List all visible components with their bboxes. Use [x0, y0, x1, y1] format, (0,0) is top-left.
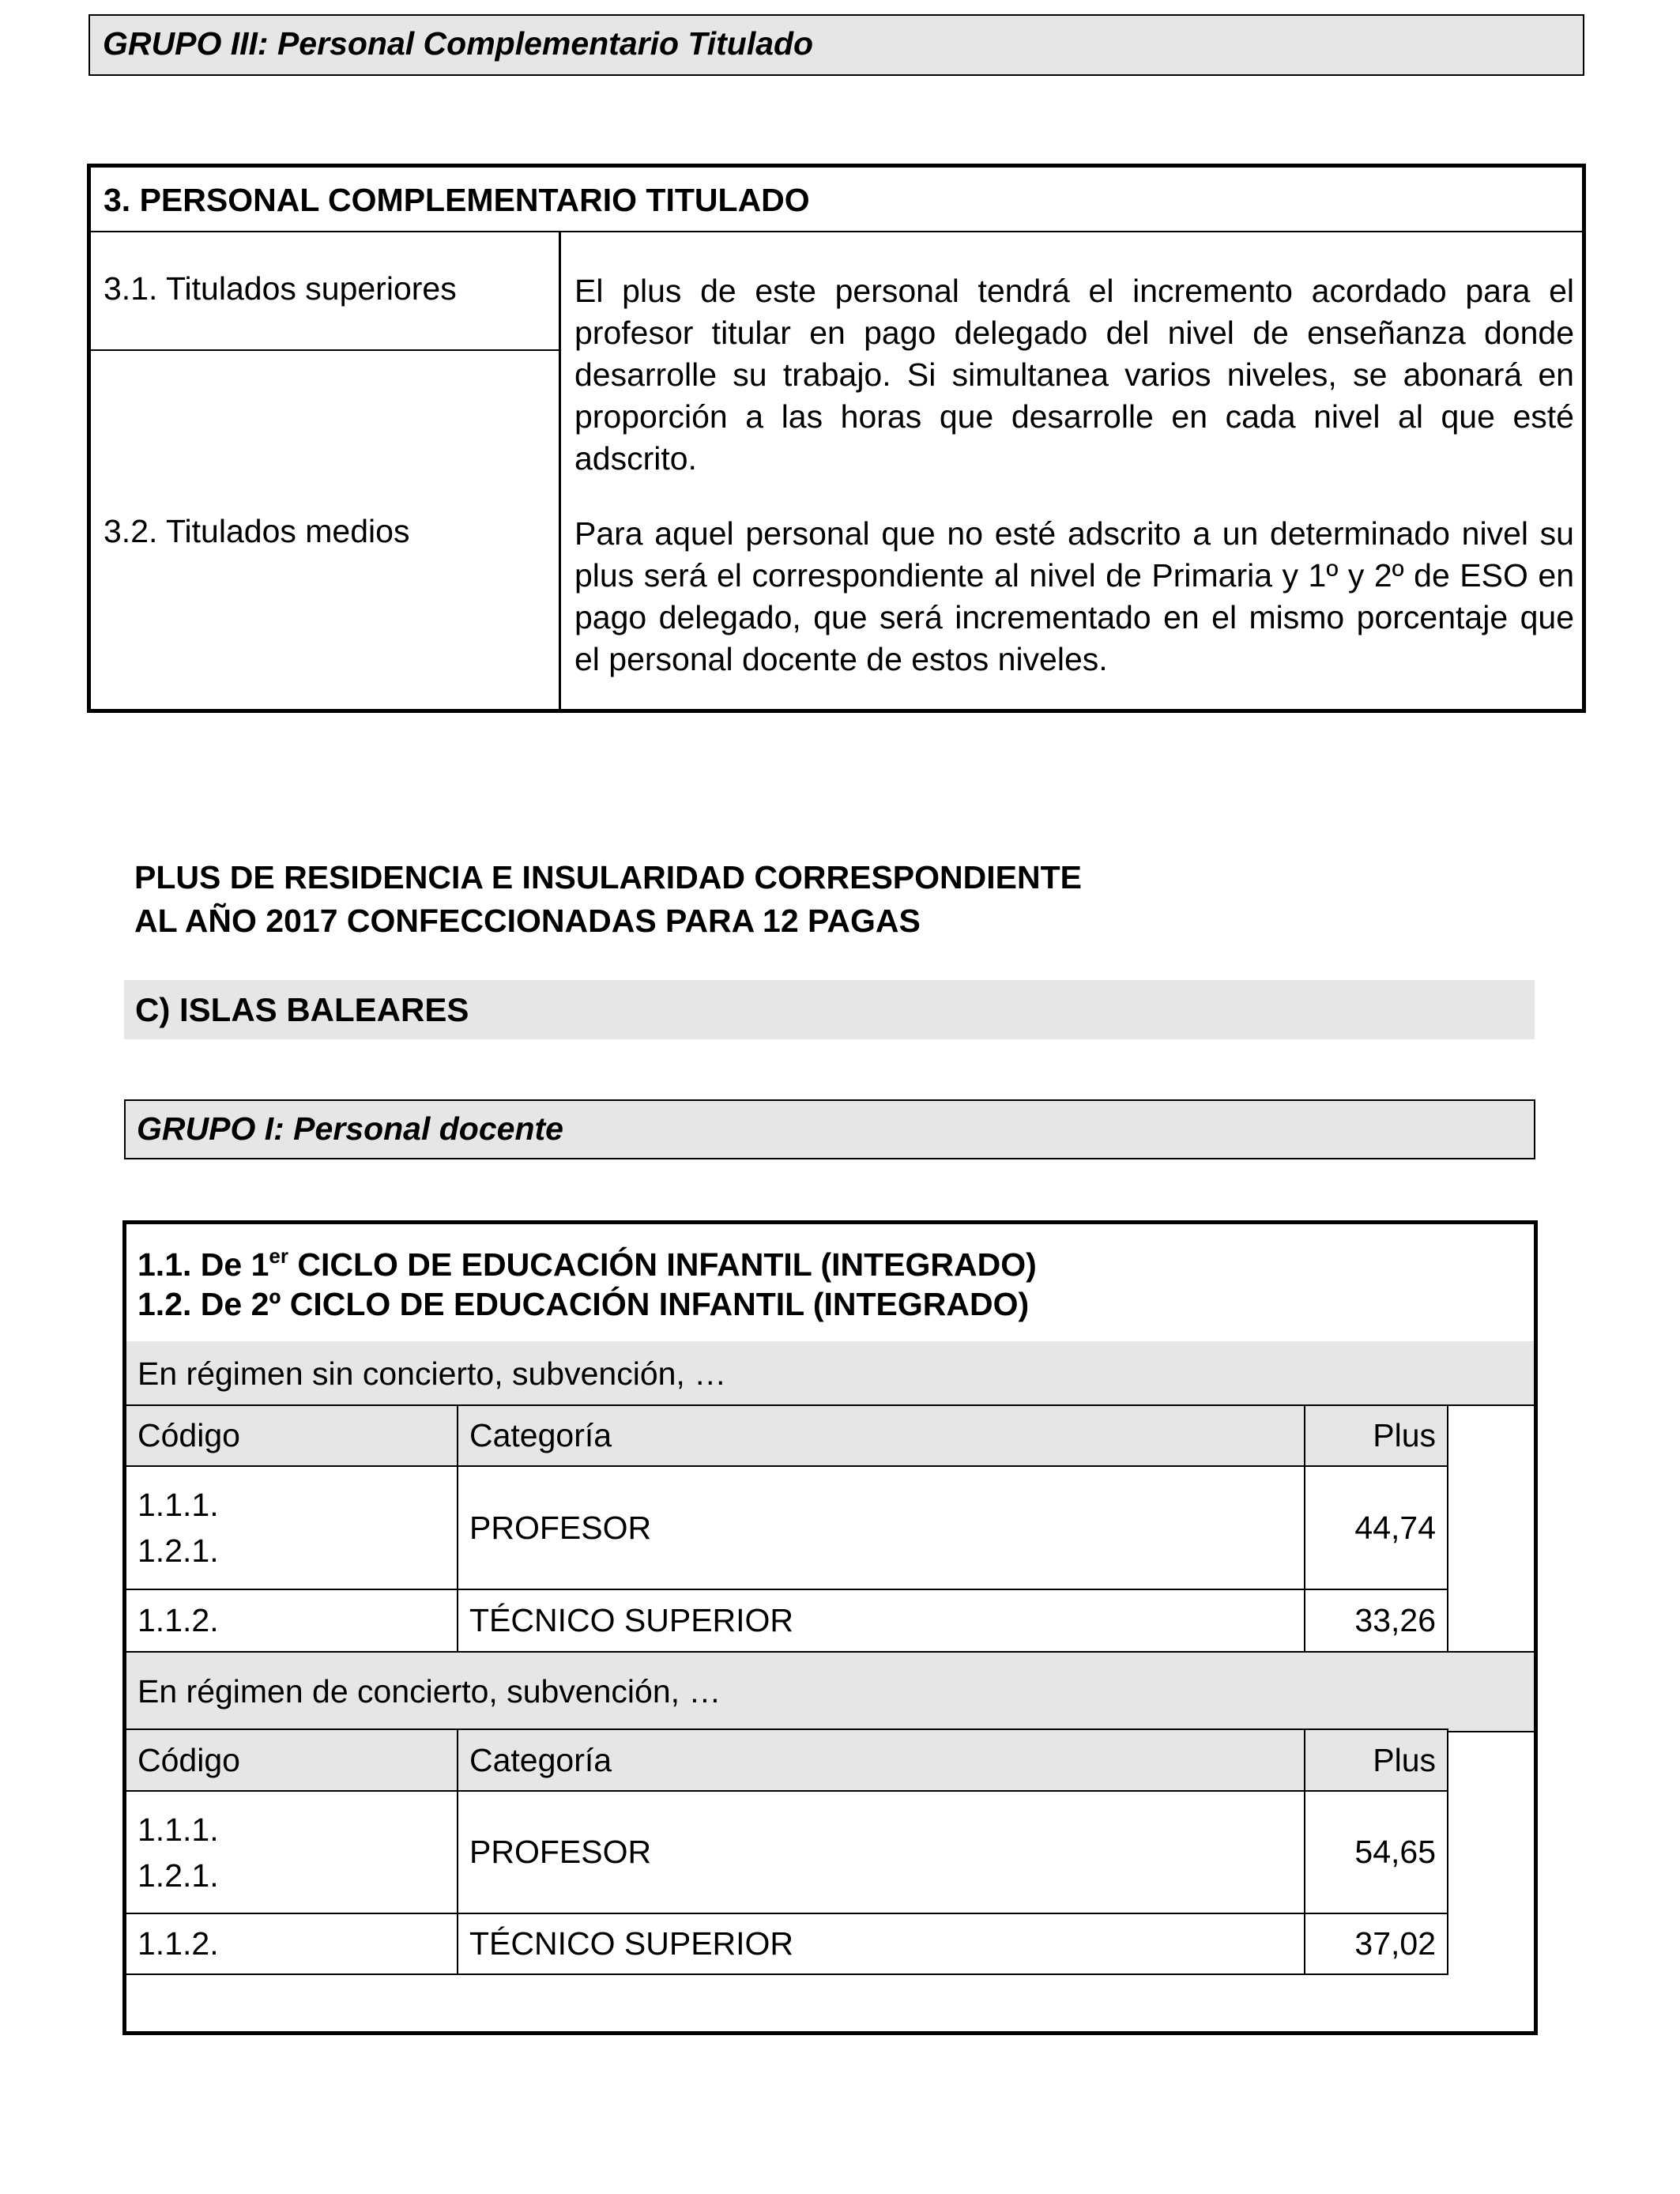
table-row [126, 1791, 1448, 1913]
category-cell: TÉCNICO SUPERIOR [458, 1913, 1305, 1974]
table-row [126, 1913, 1448, 1974]
grupo-1-header [124, 1099, 1535, 1159]
category-cell: PROFESOR [458, 1466, 1305, 1589]
regime-label-row [126, 1651, 1534, 1732]
category-cell: TÉCNICO SUPERIOR [458, 1589, 1305, 1652]
header-categoria: Categoría [458, 1405, 1305, 1466]
section-3-table [87, 164, 1586, 713]
table-row [126, 1466, 1448, 1589]
code-cell: 1.1.2. [126, 1913, 458, 1974]
regime-label: En régimen de concierto, subvención, … [137, 1673, 721, 1710]
section-3-title: 3. PERSONAL COMPLEMENTARIO TITULADO [104, 182, 810, 218]
region-header [124, 980, 1535, 1039]
region-title: C) ISLAS BALEARES [135, 991, 469, 1028]
header-plus: Plus [1305, 1729, 1448, 1791]
regime-label: En régimen sin concierto, subvención, … [137, 1355, 727, 1392]
regime-table [126, 1404, 1448, 1653]
category-cell: PROFESOR [458, 1791, 1305, 1913]
header-codigo: Código [126, 1729, 458, 1791]
code-cell: 1.1.1. 1.2.1. [126, 1791, 458, 1913]
grupo-1-title: GRUPO I: Personal docente [137, 1110, 563, 1147]
label-titulados-superiores: 3.1. Titulados superiores [104, 270, 457, 307]
grupo-3-title: GRUPO III: Personal Complementario Titulado [103, 25, 814, 62]
document-title-line-1: PLUS DE RESIDENCIA E INSULARIDAD CORRESPONDIENTE [134, 859, 1082, 895]
table-header-row [126, 1405, 1448, 1466]
code-cell: 1.1.2. [126, 1589, 458, 1652]
header-categoria: Categoría [458, 1729, 1305, 1791]
plus-cell: 37,02 [1305, 1913, 1448, 1974]
plus-cell: 54,65 [1305, 1791, 1448, 1913]
heading-1: 1.1. De 1er CICLO DE EDUCACIÓN INFANTIL (INTEGRADO) [137, 1244, 1037, 1283]
plus-cell: 33,26 [1305, 1589, 1448, 1652]
paragraph-titulados-superiores: El plus de este personal tendrá el incremento acordado para el profesor titular en pago delegado del nivel de enseñanza donde desarrolle su trabajo. Si simultanea varios niveles, se abonará en proporción a las horas que desarrolle en cada nivel al que esté adscrito. [574, 273, 1574, 477]
table-row [126, 1589, 1448, 1652]
table-header-row [126, 1729, 1448, 1791]
column-divider [559, 231, 561, 709]
grupo-3-header [89, 14, 1584, 76]
plus-cell: 44,74 [1305, 1466, 1448, 1589]
document-title-line-2: AL AÑO 2017 CONFECCIONADAS PARA 12 PAGAS [134, 903, 921, 939]
regime-label-row [126, 1341, 1534, 1406]
heading-2: 1.2. De 2º CICLO DE EDUCACIÓN INFANTIL (INTEGRADO) [137, 1286, 1030, 1322]
section-3-header [91, 168, 1582, 232]
header-plus: Plus [1305, 1405, 1448, 1466]
label-titulados-medios: 3.2. Titulados medios [104, 513, 410, 549]
plus-table [122, 1220, 1538, 2035]
header-codigo: Código [126, 1405, 458, 1466]
regime-table [126, 1728, 1448, 1975]
row-divider [91, 349, 561, 351]
plus-table-heading [126, 1224, 1534, 1344]
paragraph-titulados-medios: Para aquel personal que no esté adscrito a un determinado nivel su plus será el correspondiente al nivel de Primaria y 1º y 2º de ESO en pago delegado, que será incrementado en el mismo porcentaje que el personal docente de estos niveles. [574, 515, 1574, 677]
code-cell: 1.1.1. 1.2.1. [126, 1466, 458, 1589]
